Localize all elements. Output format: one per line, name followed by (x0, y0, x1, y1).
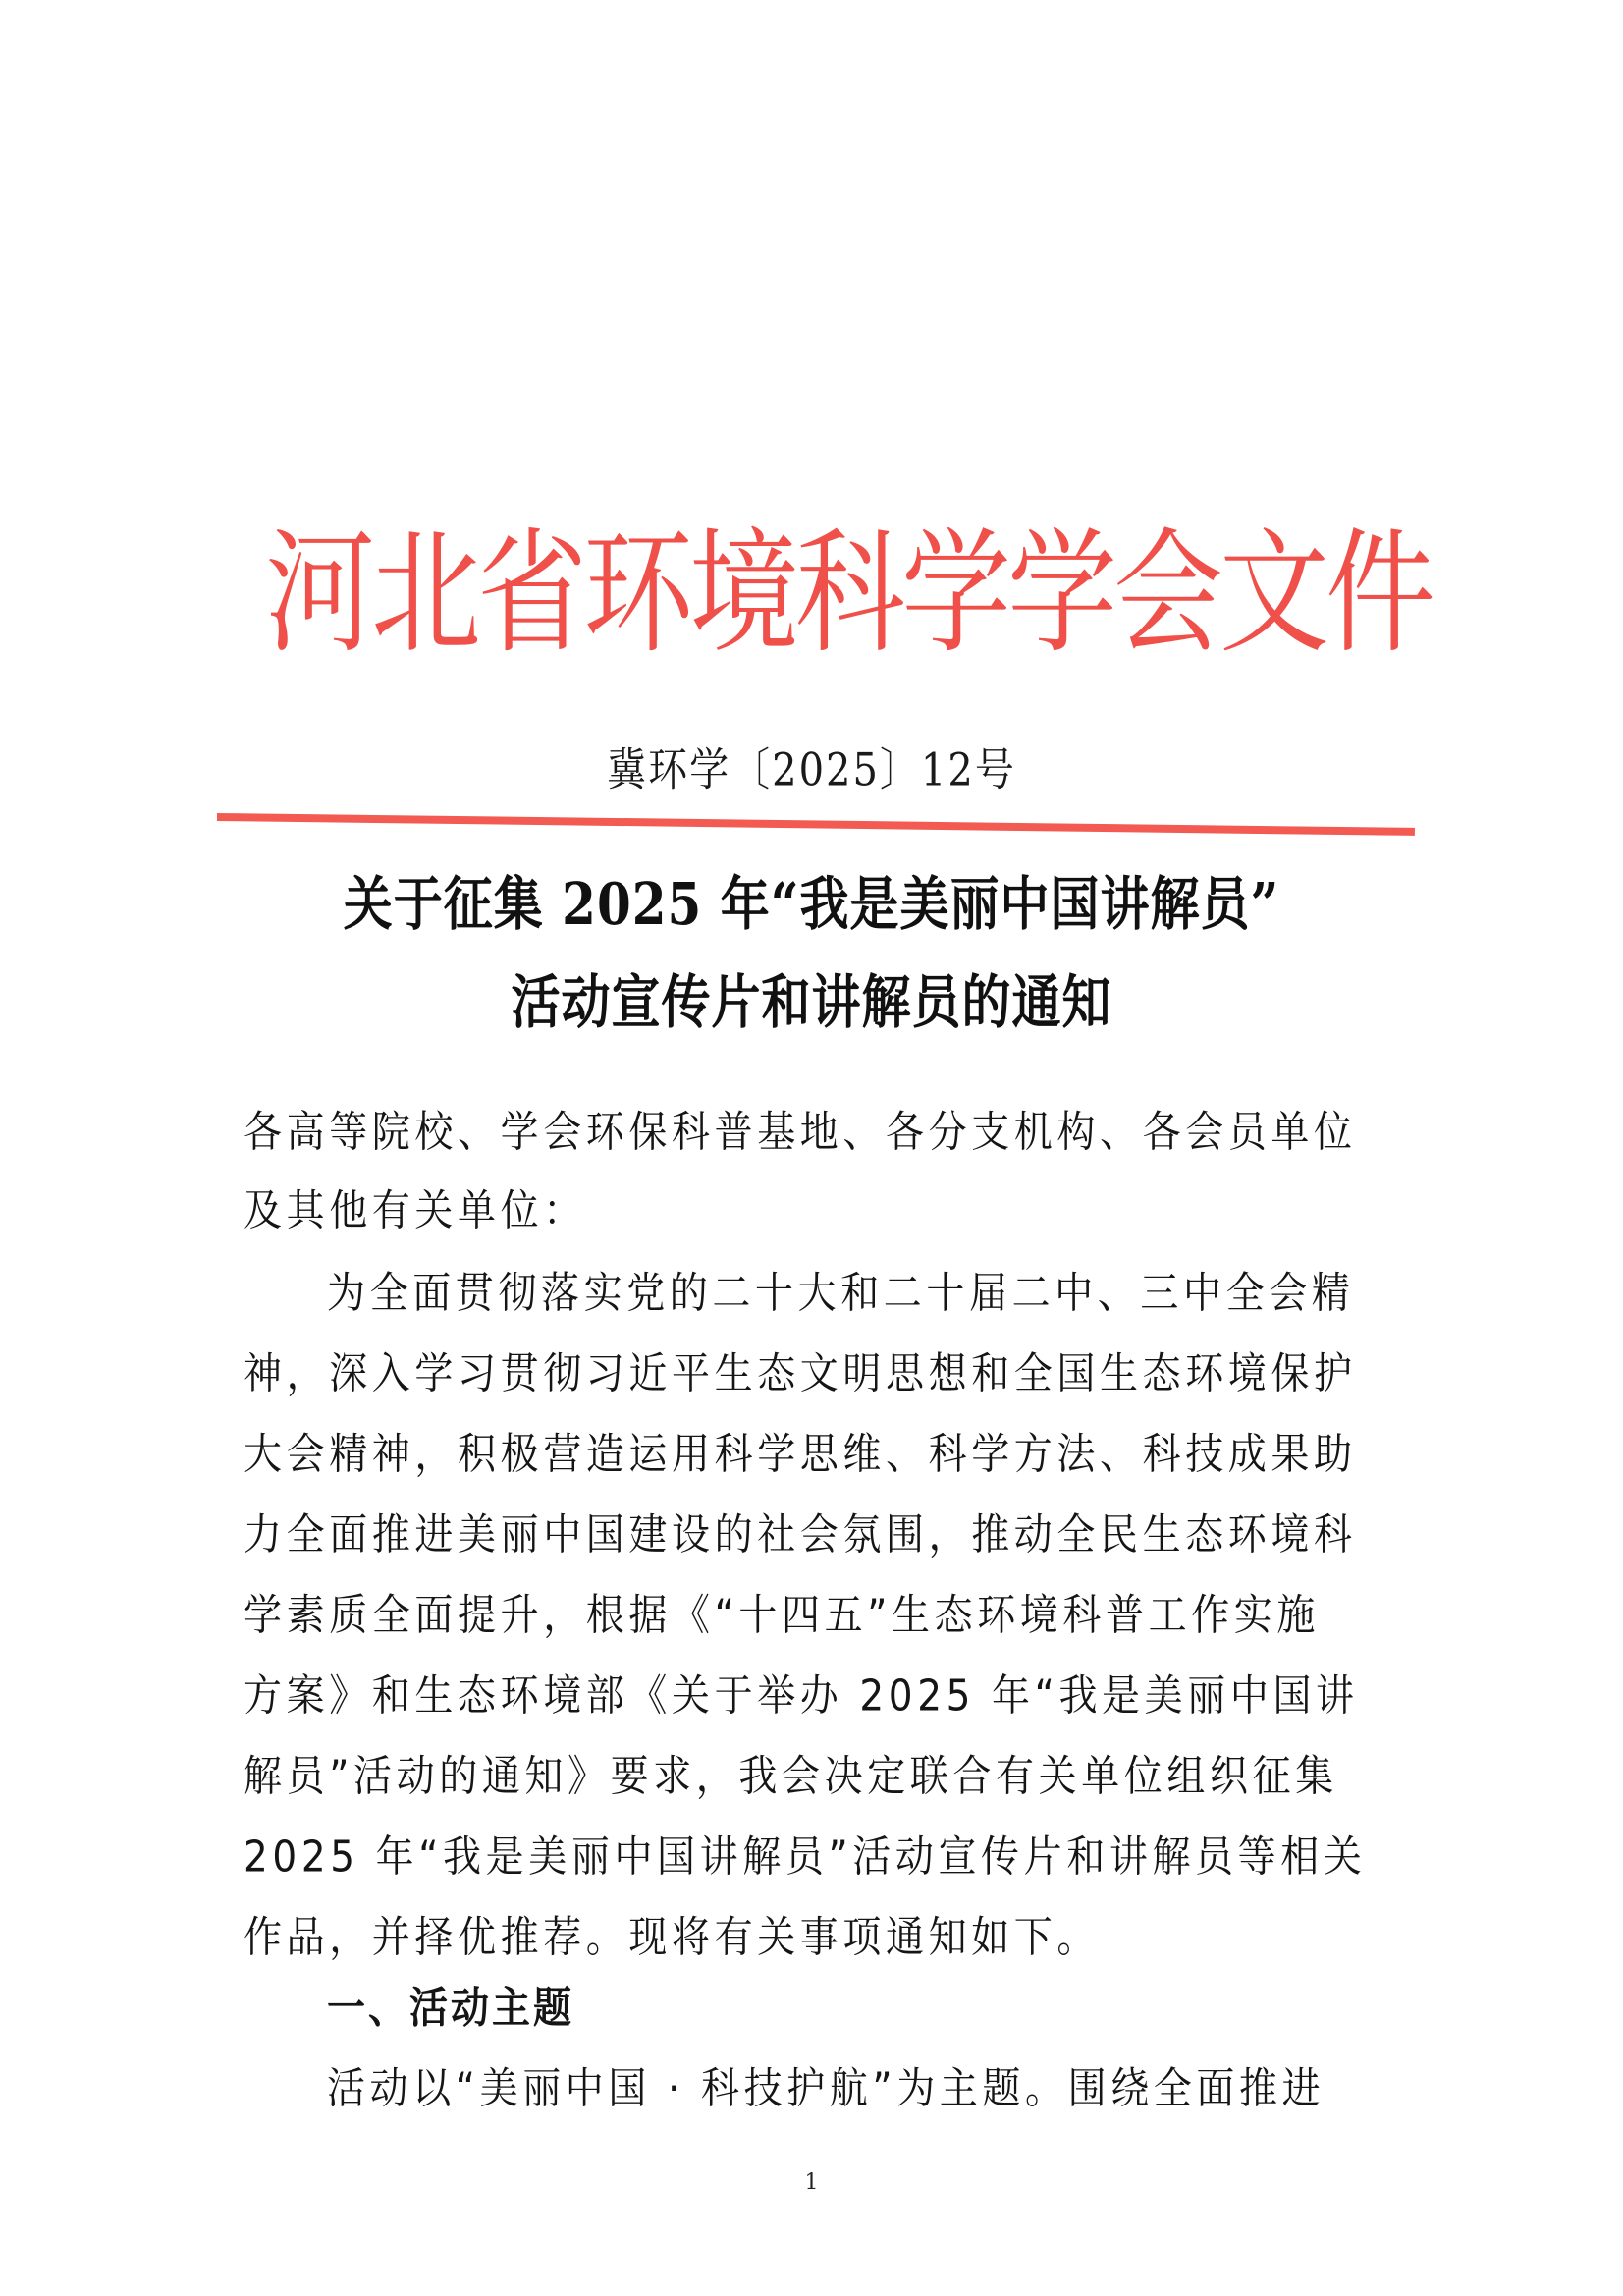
document-title-line-2: 活动宣传片和讲解员的通知 (511, 967, 1112, 1036)
page-number: 1 (804, 2170, 819, 2195)
masthead-char: 文 (1219, 516, 1325, 673)
salutation-line-1: 各高等院校、学会环保科普基地、各分支机构、各会员单位 (243, 1108, 1357, 1158)
masthead-char: 北 (371, 516, 477, 673)
masthead-char: 环 (583, 516, 689, 673)
section-heading: 一、活动主题 (327, 1984, 575, 2034)
paragraph-line: 为全面贯彻落实党的二十大和二十届二中、三中全会精 (327, 1269, 1355, 1319)
issuer-masthead (265, 492, 1432, 695)
red-divider-line (217, 813, 1415, 836)
paragraph-line: 作品，并择优推荐。现将有关事项通知如下。 (243, 1913, 1101, 1963)
document-title-line-1: 关于征集 2025 年“我是美丽中国讲解员” (343, 869, 1280, 938)
document-number: 冀环学〔2025〕12号 (607, 744, 1016, 796)
paragraph-line: 活动以“美丽中国 · 科技护航”为主题。围绕全面推进 (327, 2064, 1325, 2114)
masthead-char: 境 (689, 516, 795, 673)
paragraph-line: 2025 年“我是美丽中国讲解员”活动宣传片和讲解员等相关 (243, 1832, 1367, 1883)
masthead-char: 科 (795, 516, 901, 673)
paragraph-line: 方案》和生态环境部《关于举办 2025 年“我是美丽中国讲 (243, 1671, 1359, 1722)
masthead-char: 学 (1007, 516, 1113, 673)
paragraph-line: 大会精神，积极营造运用科学思维、科学方法、科技成果助 (243, 1430, 1357, 1480)
masthead-char: 会 (1113, 516, 1219, 673)
paragraph-line: 解员”活动的通知》要求，我会决定联合有关单位组织征集 (243, 1752, 1338, 1802)
paragraph-line: 学素质全面提升，根据《“十四五”生态环境科普工作实施 (243, 1591, 1321, 1641)
masthead-char: 学 (901, 516, 1007, 673)
paragraph-line: 力全面推进美丽中国建设的社会氛围，推动全民生态环境科 (243, 1510, 1357, 1560)
masthead-char: 件 (1325, 516, 1432, 673)
salutation-line-2: 及其他有关单位： (243, 1186, 586, 1236)
masthead-char: 河 (265, 516, 371, 673)
paragraph-line: 神，深入学习贯彻习近平生态文明思想和全国生态环境保护 (243, 1349, 1357, 1399)
masthead-char: 省 (477, 516, 583, 673)
